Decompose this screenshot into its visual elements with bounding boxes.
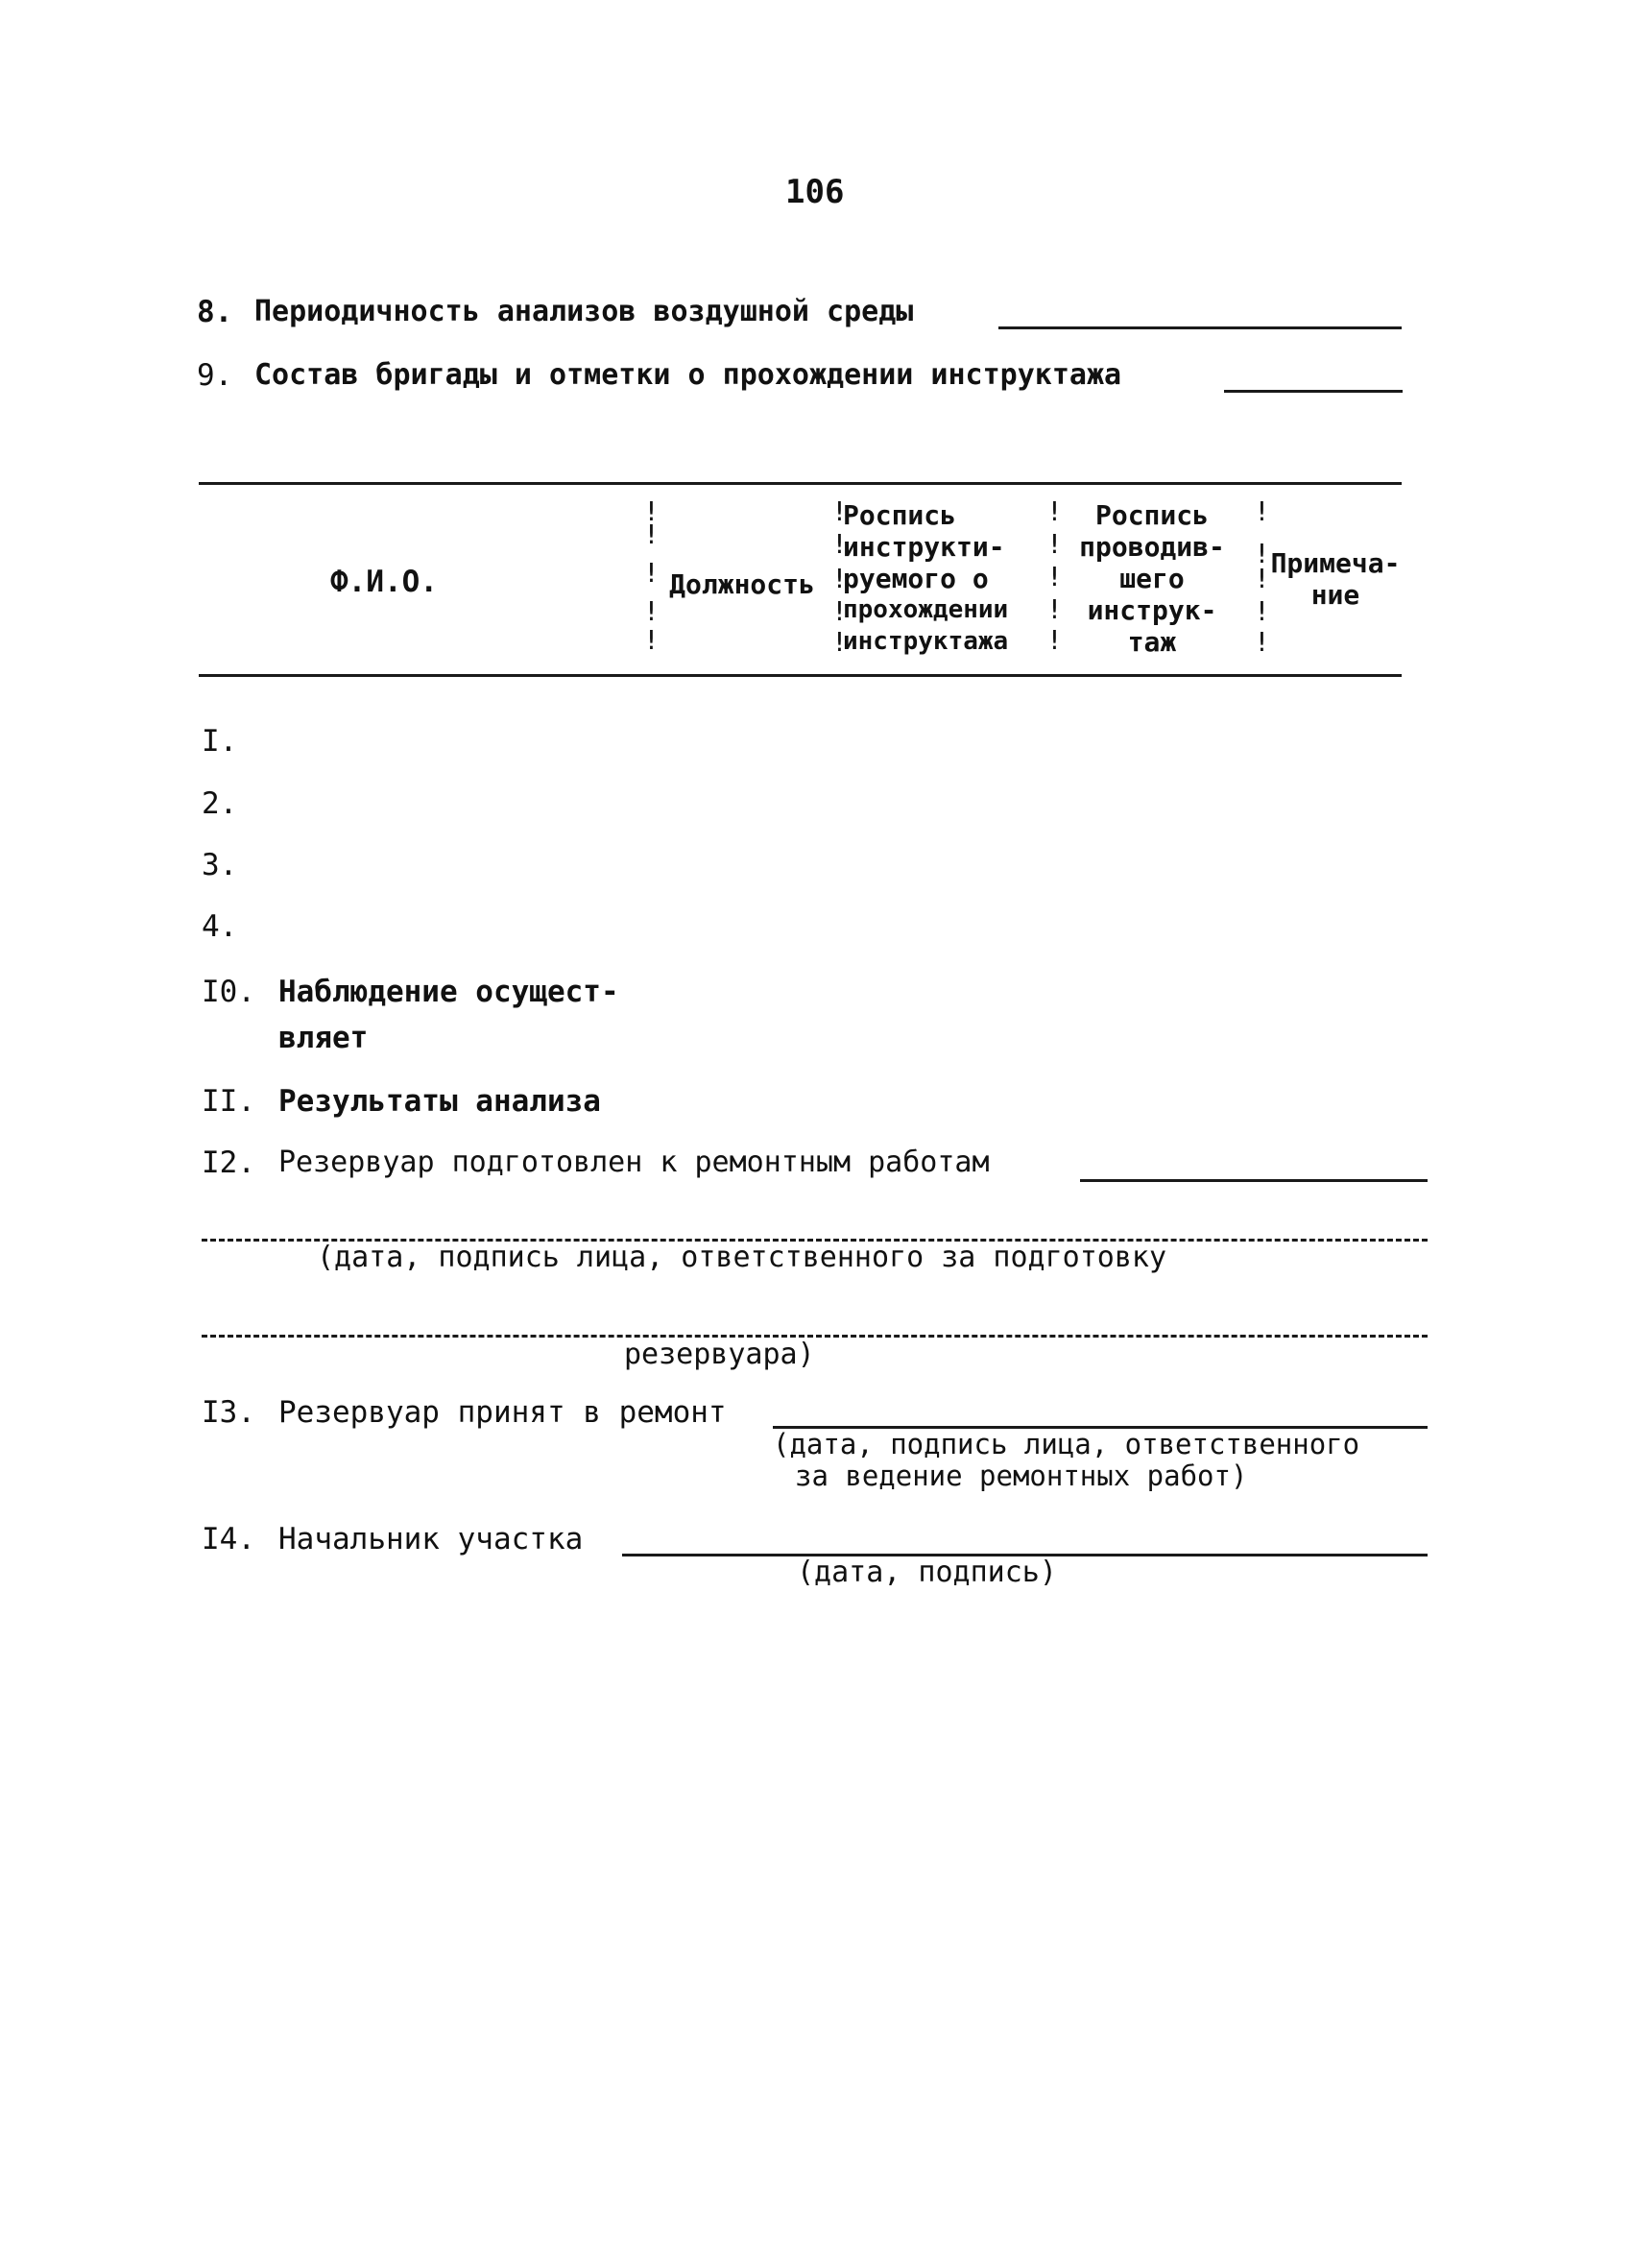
item-14-label: Начальник участка xyxy=(278,1522,584,1556)
item-12-fill-line[interactable] xyxy=(1080,1179,1428,1182)
header-sign-instructed-line: руемого о xyxy=(843,563,989,594)
item-10-label-cont: вляет xyxy=(278,1021,369,1055)
header-sign-instructor-line: шего xyxy=(1119,563,1185,594)
header-sign-instructed-line: инструктажа xyxy=(843,627,1009,656)
item-11-number: II. xyxy=(202,1084,255,1119)
item-9-number: 9. xyxy=(197,358,233,393)
item-13-label: Резервуар принят в ремонт xyxy=(278,1395,727,1430)
header-note-line: Примеча- xyxy=(1270,547,1401,579)
item-12-caption-2: резервуара) xyxy=(624,1338,815,1371)
item-8-label: Периодичность анализов воздушной среды xyxy=(254,295,914,328)
item-8-number: 8. xyxy=(197,295,233,329)
page-number: 106 xyxy=(785,173,845,211)
header-note-line: ние xyxy=(1310,579,1360,611)
table-row-number: I. xyxy=(202,724,238,759)
header-sign-instructor-line: проводив- xyxy=(1079,531,1225,563)
item-10-label: Наблюдение осущест- xyxy=(278,975,619,1009)
header-sign-instructor xyxy=(1056,499,1248,658)
table-row-number: 4. xyxy=(202,909,238,944)
item-12-number: I2. xyxy=(202,1146,255,1180)
item-13-caption-1: (дата, подпись лица, ответственного xyxy=(773,1428,1360,1460)
item-12-label: Резервуар подготовлен к ремонтным работам xyxy=(278,1146,990,1179)
header-note xyxy=(1263,547,1407,611)
item-12-caption-1: (дата, подпись лица, ответственного за подготовку xyxy=(317,1241,1167,1274)
item-14-caption: (дата, подпись) xyxy=(797,1556,1057,1589)
table-row-number: 3. xyxy=(202,848,238,882)
header-position: Должность xyxy=(669,568,815,600)
table-top-rule xyxy=(199,482,1402,485)
table-header-rule xyxy=(199,674,1402,677)
header-sign-instructor-line: Роспись xyxy=(1094,499,1209,531)
header-sign-instructor-line: инструк- xyxy=(1087,594,1217,626)
item-10-number: I0. xyxy=(202,975,255,1009)
item-9-fill-line[interactable] xyxy=(1224,390,1403,393)
item-13-caption-2: за ведение ремонтных работ) xyxy=(795,1460,1248,1492)
header-sign-instructed-line: инструкти- xyxy=(843,531,1005,563)
item-9-label: Состав бригады и отметки о прохождении инструктажа xyxy=(254,358,1122,392)
item-14-number: I4. xyxy=(202,1522,255,1556)
header-sign-instructor-line: таж xyxy=(1127,626,1177,658)
item-8-fill-line[interactable] xyxy=(998,326,1402,329)
header-sign-instructed-line: прохождении xyxy=(843,595,1009,624)
table-row-number: 2. xyxy=(202,786,238,821)
header-sign-instructed-line: Роспись xyxy=(843,499,957,531)
header-fio: Ф.И.О. xyxy=(330,565,438,599)
header-sign-instructed xyxy=(843,499,1054,658)
item-13-number: I3. xyxy=(202,1395,255,1430)
item-11-label: Результаты анализа xyxy=(278,1084,601,1119)
